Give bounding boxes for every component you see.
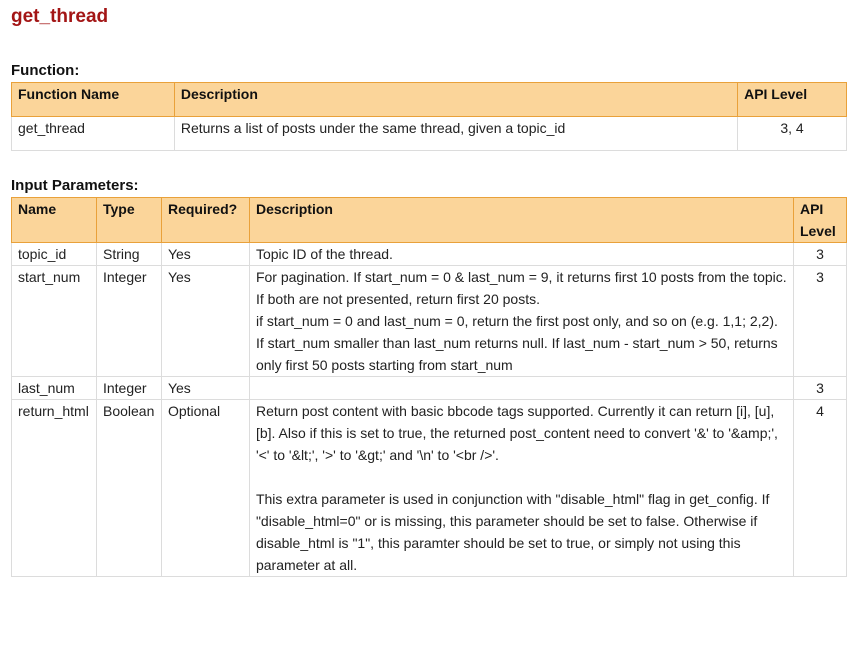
param-name-cell: last_num — [12, 377, 97, 400]
param-api-level-cell: 3 — [793, 243, 846, 266]
col-header-required: Required? — [161, 198, 249, 243]
col-header-api-level: API Level — [738, 83, 847, 117]
col-header-api-line1: API — [799, 201, 824, 217]
param-required-cell: Yes — [161, 377, 249, 400]
param-type-cell: Boolean — [96, 400, 161, 577]
col-header-description: Description — [249, 198, 793, 243]
param-api-level-cell: 4 — [793, 400, 846, 577]
function-table — [11, 82, 847, 151]
function-table-header — [12, 83, 847, 117]
function-description-cell: Returns a list of posts under the same thread, given a topic_id — [174, 117, 737, 151]
col-header-function-name: Function Name — [12, 83, 175, 117]
param-description-cell — [249, 400, 793, 577]
param-row — [12, 266, 847, 377]
param-description-text: if start_num = 0 and last_num = 0, return the first post only, and so on (e.g. 1,1; 2,2). If start_num smaller than last_num returns null. If last_num - start_num > 50, returns only first 50 posts starting from start_num — [255, 313, 778, 373]
param-row — [12, 243, 847, 266]
params-section-label: Input Parameters: — [11, 177, 139, 194]
param-required-cell: Yes — [161, 243, 249, 266]
param-row — [12, 377, 847, 400]
param-api-level-cell: 3 — [793, 377, 846, 400]
param-required-cell: Yes — [161, 266, 249, 377]
function-row — [12, 117, 847, 151]
param-name-cell: start_num — [12, 266, 97, 377]
param-row — [12, 400, 847, 577]
page-title: get_thread — [11, 6, 109, 27]
param-description-cell — [249, 377, 793, 400]
params-table-header — [12, 198, 847, 243]
function-section-label: Function: — [11, 62, 80, 79]
param-description-text: Topic ID of the thread. — [255, 246, 393, 262]
col-header-api-level — [793, 198, 846, 243]
function-api-level-cell: 3, 4 — [738, 117, 847, 151]
param-description-cell — [249, 266, 793, 377]
param-description-text: Return post content with basic bbcode tags supported. Currently it can return [i], [u], [b]. Also if this is set to true, the returned post_content need to convert '&' to '&amp;', '<' to '&lt;', '>' to '&gt;' and '\n' to '<br />'. — [255, 403, 778, 463]
col-header-type: Type — [96, 198, 161, 243]
param-required-cell: Optional — [161, 400, 249, 577]
function-name-cell: get_thread — [12, 117, 175, 151]
param-description-text: For pagination. If start_num = 0 & last_num = 9, it returns first 10 posts from the topic. If both are not presented, return first 20 posts. — [255, 269, 787, 307]
param-description-text: This extra parameter is used in conjunction with "disable_html" flag in get_config. If "disable_html=0" or is missing, this parameter should be set to false. Otherwise if disable_html is "1", this paramter should be set to true, or simply not using this parameter at all. — [255, 491, 770, 573]
param-name-cell: topic_id — [12, 243, 97, 266]
col-header-description: Description — [174, 83, 737, 117]
param-type-cell: String — [96, 243, 161, 266]
param-api-level-cell: 3 — [793, 266, 846, 377]
param-type-cell: Integer — [96, 377, 161, 400]
col-header-api-line2: Level — [799, 223, 836, 239]
param-description-cell — [249, 243, 793, 266]
param-name-cell: return_html — [12, 400, 97, 577]
param-type-cell: Integer — [96, 266, 161, 377]
col-header-name: Name — [12, 198, 97, 243]
params-table — [11, 197, 847, 577]
